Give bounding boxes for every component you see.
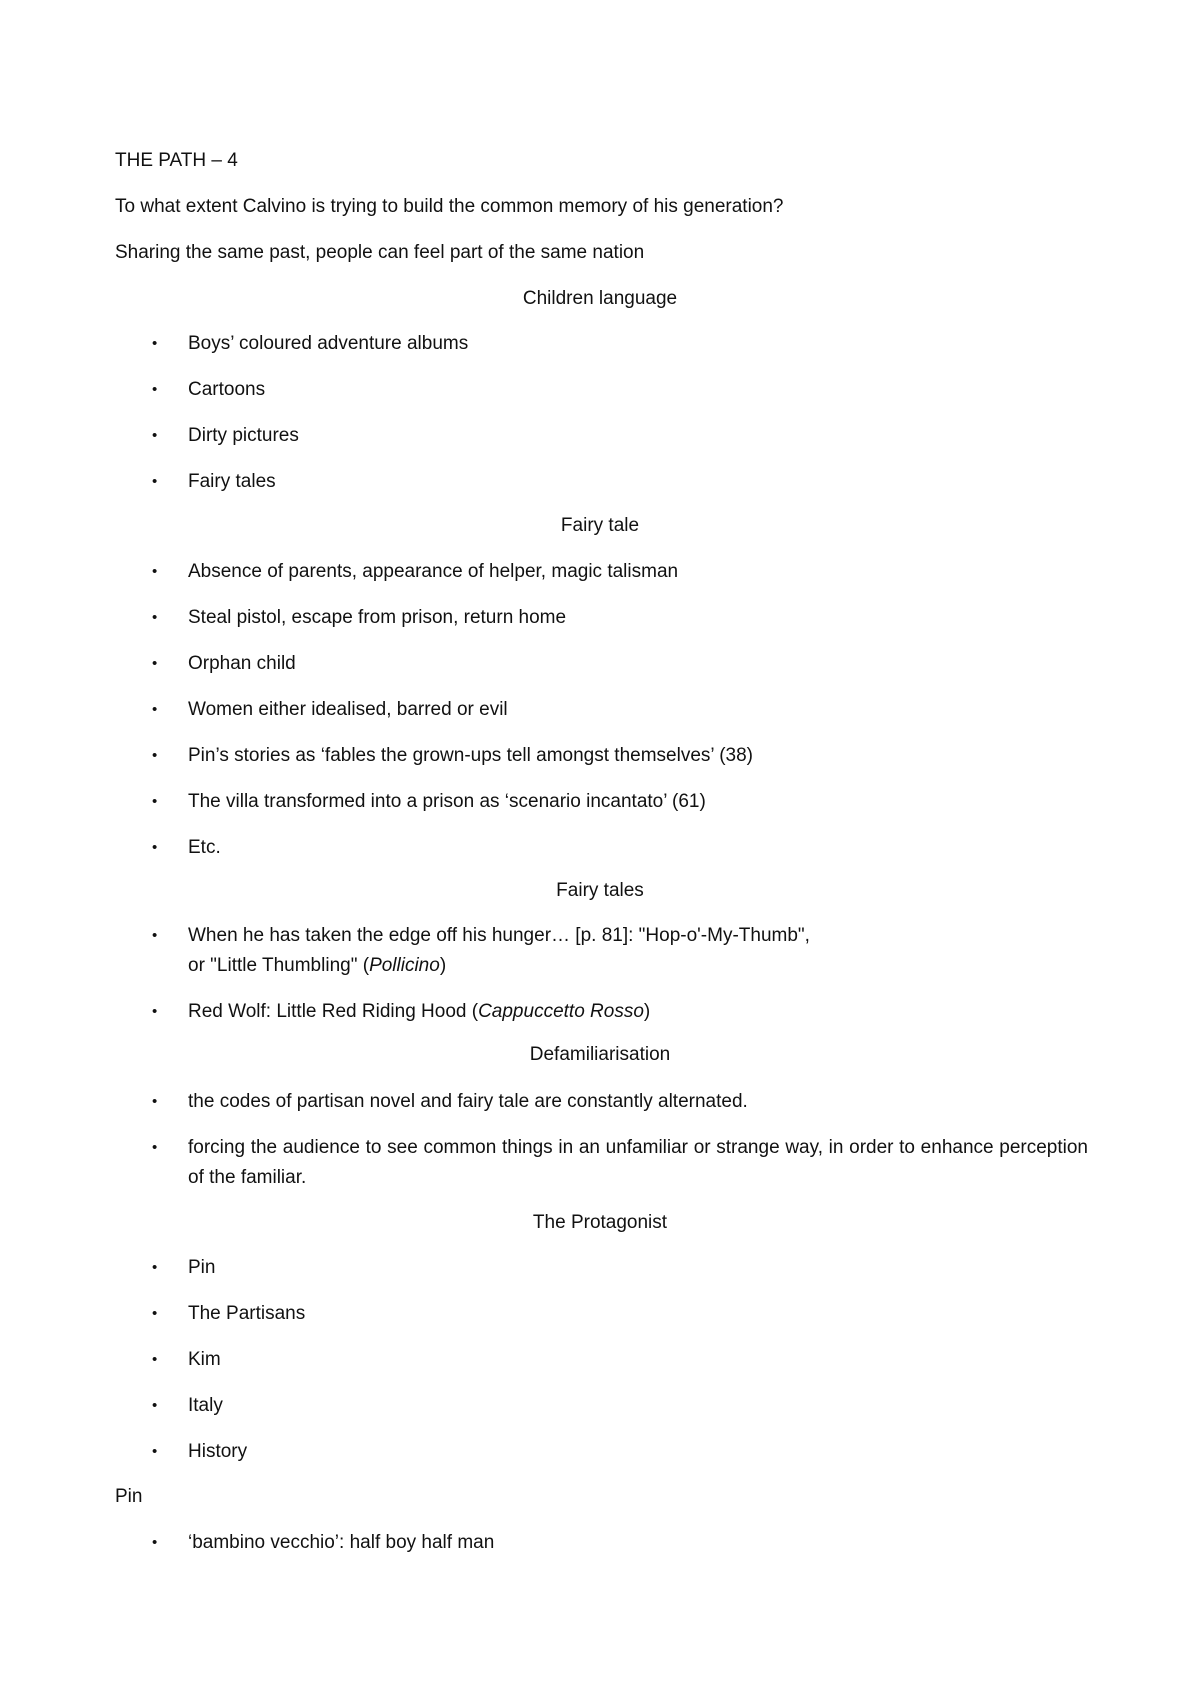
section-heading: Fairy tales [556, 880, 644, 901]
bullet-icon: • [152, 1093, 158, 1110]
section-heading: The Protagonist [532, 1212, 668, 1233]
bullet-icon: • [152, 473, 158, 490]
list-item: forcing the audience to see common things in an unfamiliar or strange way, in order to enhance perception of the familiar. [188, 1137, 1088, 1188]
bullet-icon: • [152, 793, 158, 810]
list-item: ‘bambino vecchio’: half boy half man [188, 1532, 495, 1553]
bullet-icon: • [152, 1443, 158, 1460]
list-item: Orphan child [188, 653, 296, 674]
list-item: Pin’s stories as ‘fables the grown-ups tell amongst themselves’ (38) [188, 745, 753, 766]
document-title: THE PATH – 4 [115, 150, 238, 171]
italic-title: Cappuccetto Rosso [478, 1001, 644, 1022]
bullet-icon: • [152, 609, 158, 626]
list-item-text: Red Wolf: Little Red Riding Hood ( [188, 1001, 479, 1022]
list-item: The villa transformed into a prison as ‘scenario incantato’ (61) [188, 791, 706, 812]
section-heading: Defamiliarisation [529, 1044, 671, 1065]
bullet-icon: • [152, 1397, 158, 1414]
list-item: The Partisans [188, 1303, 306, 1324]
bullet-icon: • [152, 381, 158, 398]
list-item: Italy [188, 1395, 223, 1416]
bullet-icon: • [152, 1259, 158, 1276]
bullet-icon: • [152, 839, 158, 856]
list-item: Dirty pictures [188, 425, 299, 446]
bullet-icon: • [152, 1305, 158, 1322]
section-heading: Fairy tale [560, 515, 640, 536]
list-item-text: or "Little Thumbling" ( [188, 955, 370, 976]
bullet-icon: • [152, 1003, 158, 1020]
list-item [188, 921, 1088, 981]
italic-title: Pollicino [369, 955, 440, 976]
bullet-icon: • [152, 1139, 158, 1156]
list-item: Etc. [188, 837, 221, 858]
pin-heading: Pin [115, 1486, 143, 1507]
bullet-icon: • [152, 1351, 158, 1368]
bullet-icon: • [152, 1534, 158, 1551]
list-item [188, 997, 1088, 1027]
bullet-icon: • [152, 427, 158, 444]
list-item: Cartoons [188, 379, 266, 400]
section-heading: Children language [522, 288, 678, 309]
list-item-text: ) [643, 1001, 651, 1022]
bullet-icon: • [152, 927, 158, 944]
bullet-icon: • [152, 701, 158, 718]
bullet-icon: • [152, 747, 158, 764]
list-item: History [188, 1441, 248, 1462]
list-item: the codes of partisan novel and fairy tale are constantly alternated. [188, 1091, 748, 1112]
list-item: Absence of parents, appearance of helper, magic talisman [188, 561, 679, 582]
bullet-icon: • [152, 335, 158, 352]
list-item: Women either idealised, barred or evil [188, 699, 508, 720]
statement-text: Sharing the same past, people can feel part of the same nation [115, 242, 645, 263]
list-item: Fairy tales [188, 471, 276, 492]
list-item: Steal pistol, escape from prison, return home [188, 607, 567, 628]
list-item: Kim [188, 1349, 221, 1370]
list-item-text: ) [439, 955, 447, 976]
bullet-icon: • [152, 655, 158, 672]
bullet-icon: • [152, 563, 158, 580]
list-item: Pin [188, 1257, 216, 1278]
list-item: Boys’ coloured adventure albums [188, 333, 469, 354]
question-text: To what extent Calvino is trying to build the common memory of his generation? [115, 196, 784, 217]
list-item-line: When he has taken the edge off his hunger… [p. 81]: "Hop-o'-My-Thumb", [188, 925, 810, 946]
list-item-line [188, 951, 1088, 981]
